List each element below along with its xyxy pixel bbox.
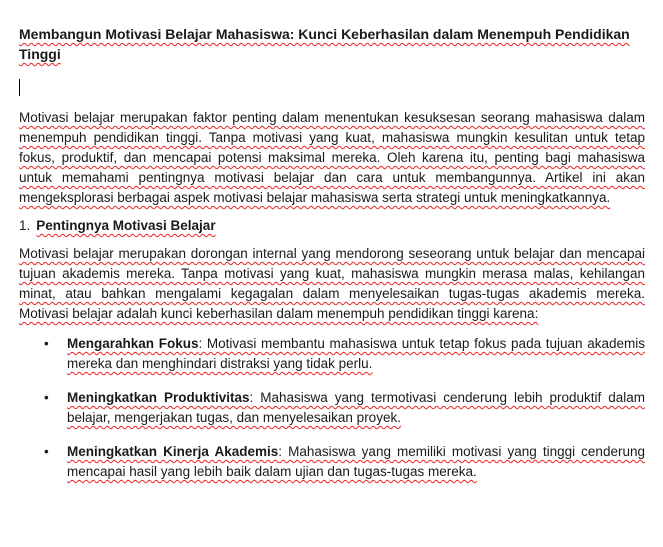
list-item xyxy=(19,388,645,428)
bullet-text: : Motivasi membantu mahasiswa untuk tetap fokus pada tujuan akademis mereka dan menghindari distraksi yang tidak perlu. xyxy=(67,336,645,371)
text-cursor xyxy=(19,79,20,96)
intro-paragraph: Motivasi belajar merupakan faktor penting dalam menentukan kesuksesan seorang mahasiswa dalam menempuh pendidikan tinggi. Tanpa motivasi yang kuat, mahasiswa mungkin kesulitan untuk tetap fokus, produktif, dan mencapai potensi maksimal mereka. Oleh karena itu, penting bagi mahasiswa untuk memahami pentingnya motivasi belajar dan cara untuk membangunnya. Artikel ini akan mengeksplorasi berbagai aspek motivasi belajar mahasiswa serta strategi untuk meningkatkannya. xyxy=(19,110,645,205)
bullet-term: Meningkatkan Kinerja Akademis xyxy=(67,444,279,459)
bullet-term: Meningkatkan Produktivitas xyxy=(67,390,250,405)
bullet-text: : Mahasiswa yang memiliki motivasi yang tinggi cenderung mencapai hasil yang lebih baik dalam ujian dan tugas-tugas mereka. xyxy=(67,444,645,479)
bullet-icon: • xyxy=(44,336,49,351)
document-title: Membangun Motivasi Belajar Mahasiswa: Kunci Keberhasilan dalam Menempuh Pendidikan Tinggi xyxy=(19,26,630,62)
bullet-list xyxy=(19,334,645,482)
bullet-icon: • xyxy=(44,444,49,459)
bullet-text: : Mahasiswa yang termotivasi cenderung lebih produktif dalam belajar, mengerjakan tugas, dan menyelesaikan proyek. xyxy=(67,390,645,425)
section-number: 1. xyxy=(19,218,31,233)
bullet-term: Mengarahkan Fokus xyxy=(67,336,199,351)
section-heading-text: Pentingnya Motivasi Belajar xyxy=(36,218,216,233)
list-item xyxy=(19,442,645,482)
section-heading xyxy=(19,216,645,236)
document-page[interactable] xyxy=(19,24,645,496)
bullet-icon: • xyxy=(44,390,49,405)
section-paragraph: Motivasi belajar merupakan dorongan internal yang mendorong seseorang untuk belajar dan mencapai tujuan akademis mereka. Tanpa motivasi yang kuat, mahasiswa mungkin merasa malas, kehilangan minat, atau bahkan mengalami kegagalan dalam menyelesaikan tugas-tugas akademis mereka. Motivasi belajar adalah kunci keberhasilan dalam menempuh pendidikan tinggi karena: xyxy=(19,246,645,321)
list-item xyxy=(19,334,645,374)
